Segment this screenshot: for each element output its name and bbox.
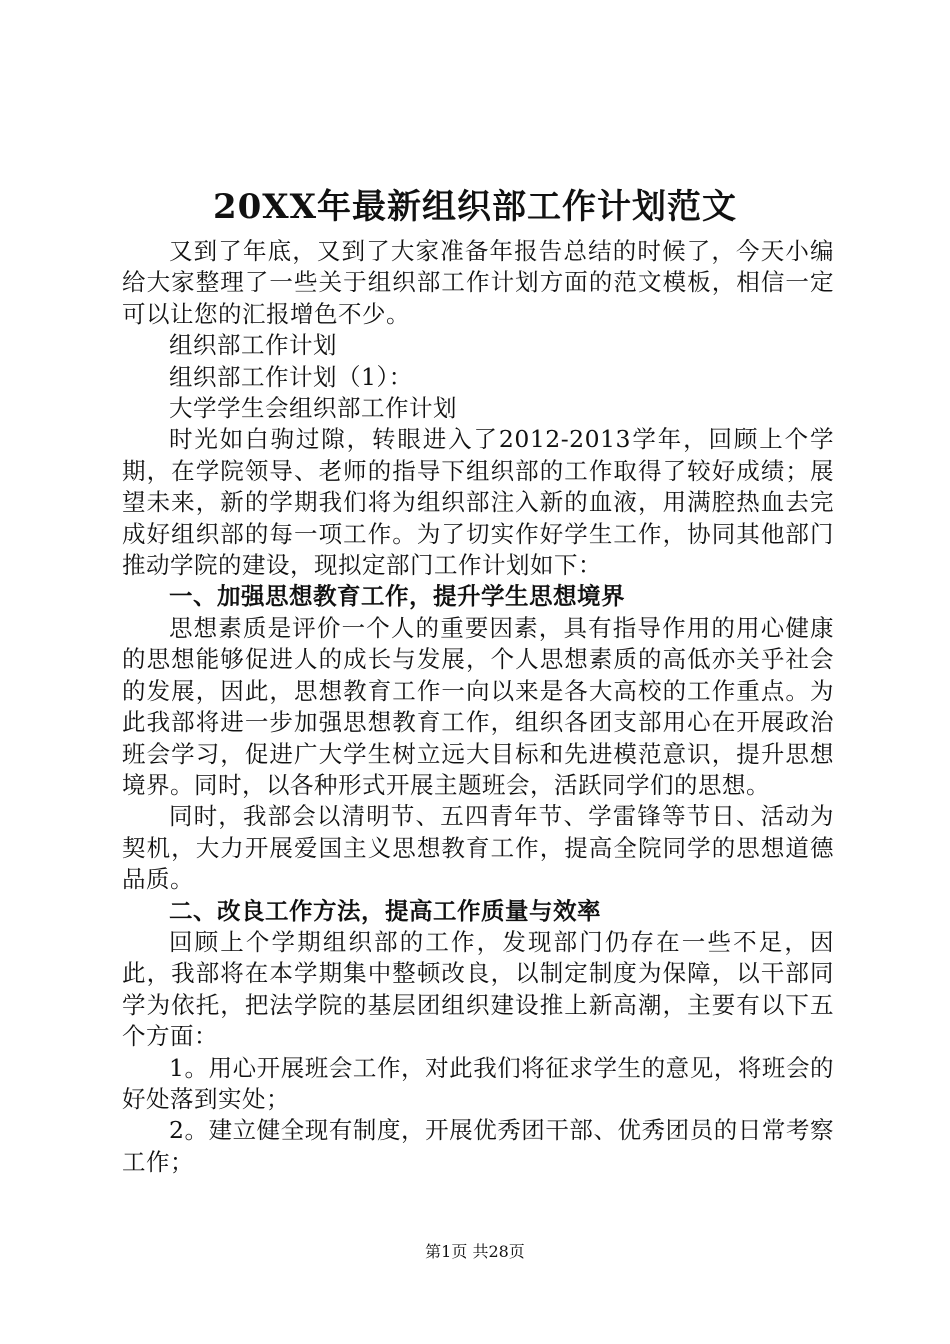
document-body [122, 236, 834, 1178]
paragraph-section2-body: 回顾上个学期组织部的工作，发现部门仍存在一些不足，因此，我部将在本学期集中整顿改良，以制定制度为保障，以干部同学为依托，把法学院的基层团组织建设推上新高潮，主要有以下五个方面： [122, 927, 834, 1051]
list-item-1: 1。用心开展班会工作，对此我们将征求学生的意见，将班会的好处落到实处； [122, 1053, 834, 1113]
paragraph-section-label: 组织部工作计划 [169, 331, 337, 360]
section-heading-2: 二、改良工作方法，提高工作质量与效率 [169, 896, 601, 925]
paragraph-plan-heading: 组织部工作计划（1）： [169, 362, 413, 391]
paragraph-section1-holidays: 同时，我部会以清明节、五四青年节、学雷锋等节日、活动为契机，大力开展爱国主义思想教育工作，提高全院同学的思想道德品质。 [122, 802, 834, 894]
paragraph-section1-body: 思想素质是评价一个人的重要因素，具有指导作用的用心健康的思想能够促进人的成长与发展，个人思想素质的高低亦关乎社会的发展，因此，思想教育工作一向以来是各大高校的工作重点。为此我部将进一步加强思想教育工作，组织各团支部用心在开展政治班会学习，促进广大学生树立远大目标和先进模范意识，提升思想境界。同时，以各种形式开展主题班会，活跃同学们的思想。 [122, 613, 834, 799]
paragraph-preamble: 时光如白驹过隙，转眼进入了2012-2013学年，回顾上个学期，在学院领导、老师的指导下组织部的工作取得了较好成绩；展望未来，新的学期我们将为组织部注入新的血液，用满腔热血去完成好组织部的每一项工作。为了切实作好学生工作，协同其他部门推动学院的建设，现拟定部门工作计划如下： [122, 425, 834, 580]
section-heading-1: 一、加强思想教育工作，提升学生思想境界 [169, 582, 625, 611]
paragraph-plan-subtitle: 大学学生会组织部工作计划 [169, 394, 457, 423]
paragraph-intro: 又到了年底，又到了大家准备年报告总结的时候了，今天小编给大家整理了一些关于组织部工作计划方面的范文模板，相信一定可以让您的汇报增色不少。 [122, 237, 834, 328]
document-title: 20XX年最新组织部工作计划范文 [212, 187, 738, 227]
page-footer: 第1页 共28页 [425, 1242, 525, 1261]
list-item-2: 2。建立健全现有制度，开展优秀团干部、优秀团员的日常考察工作； [122, 1116, 834, 1176]
